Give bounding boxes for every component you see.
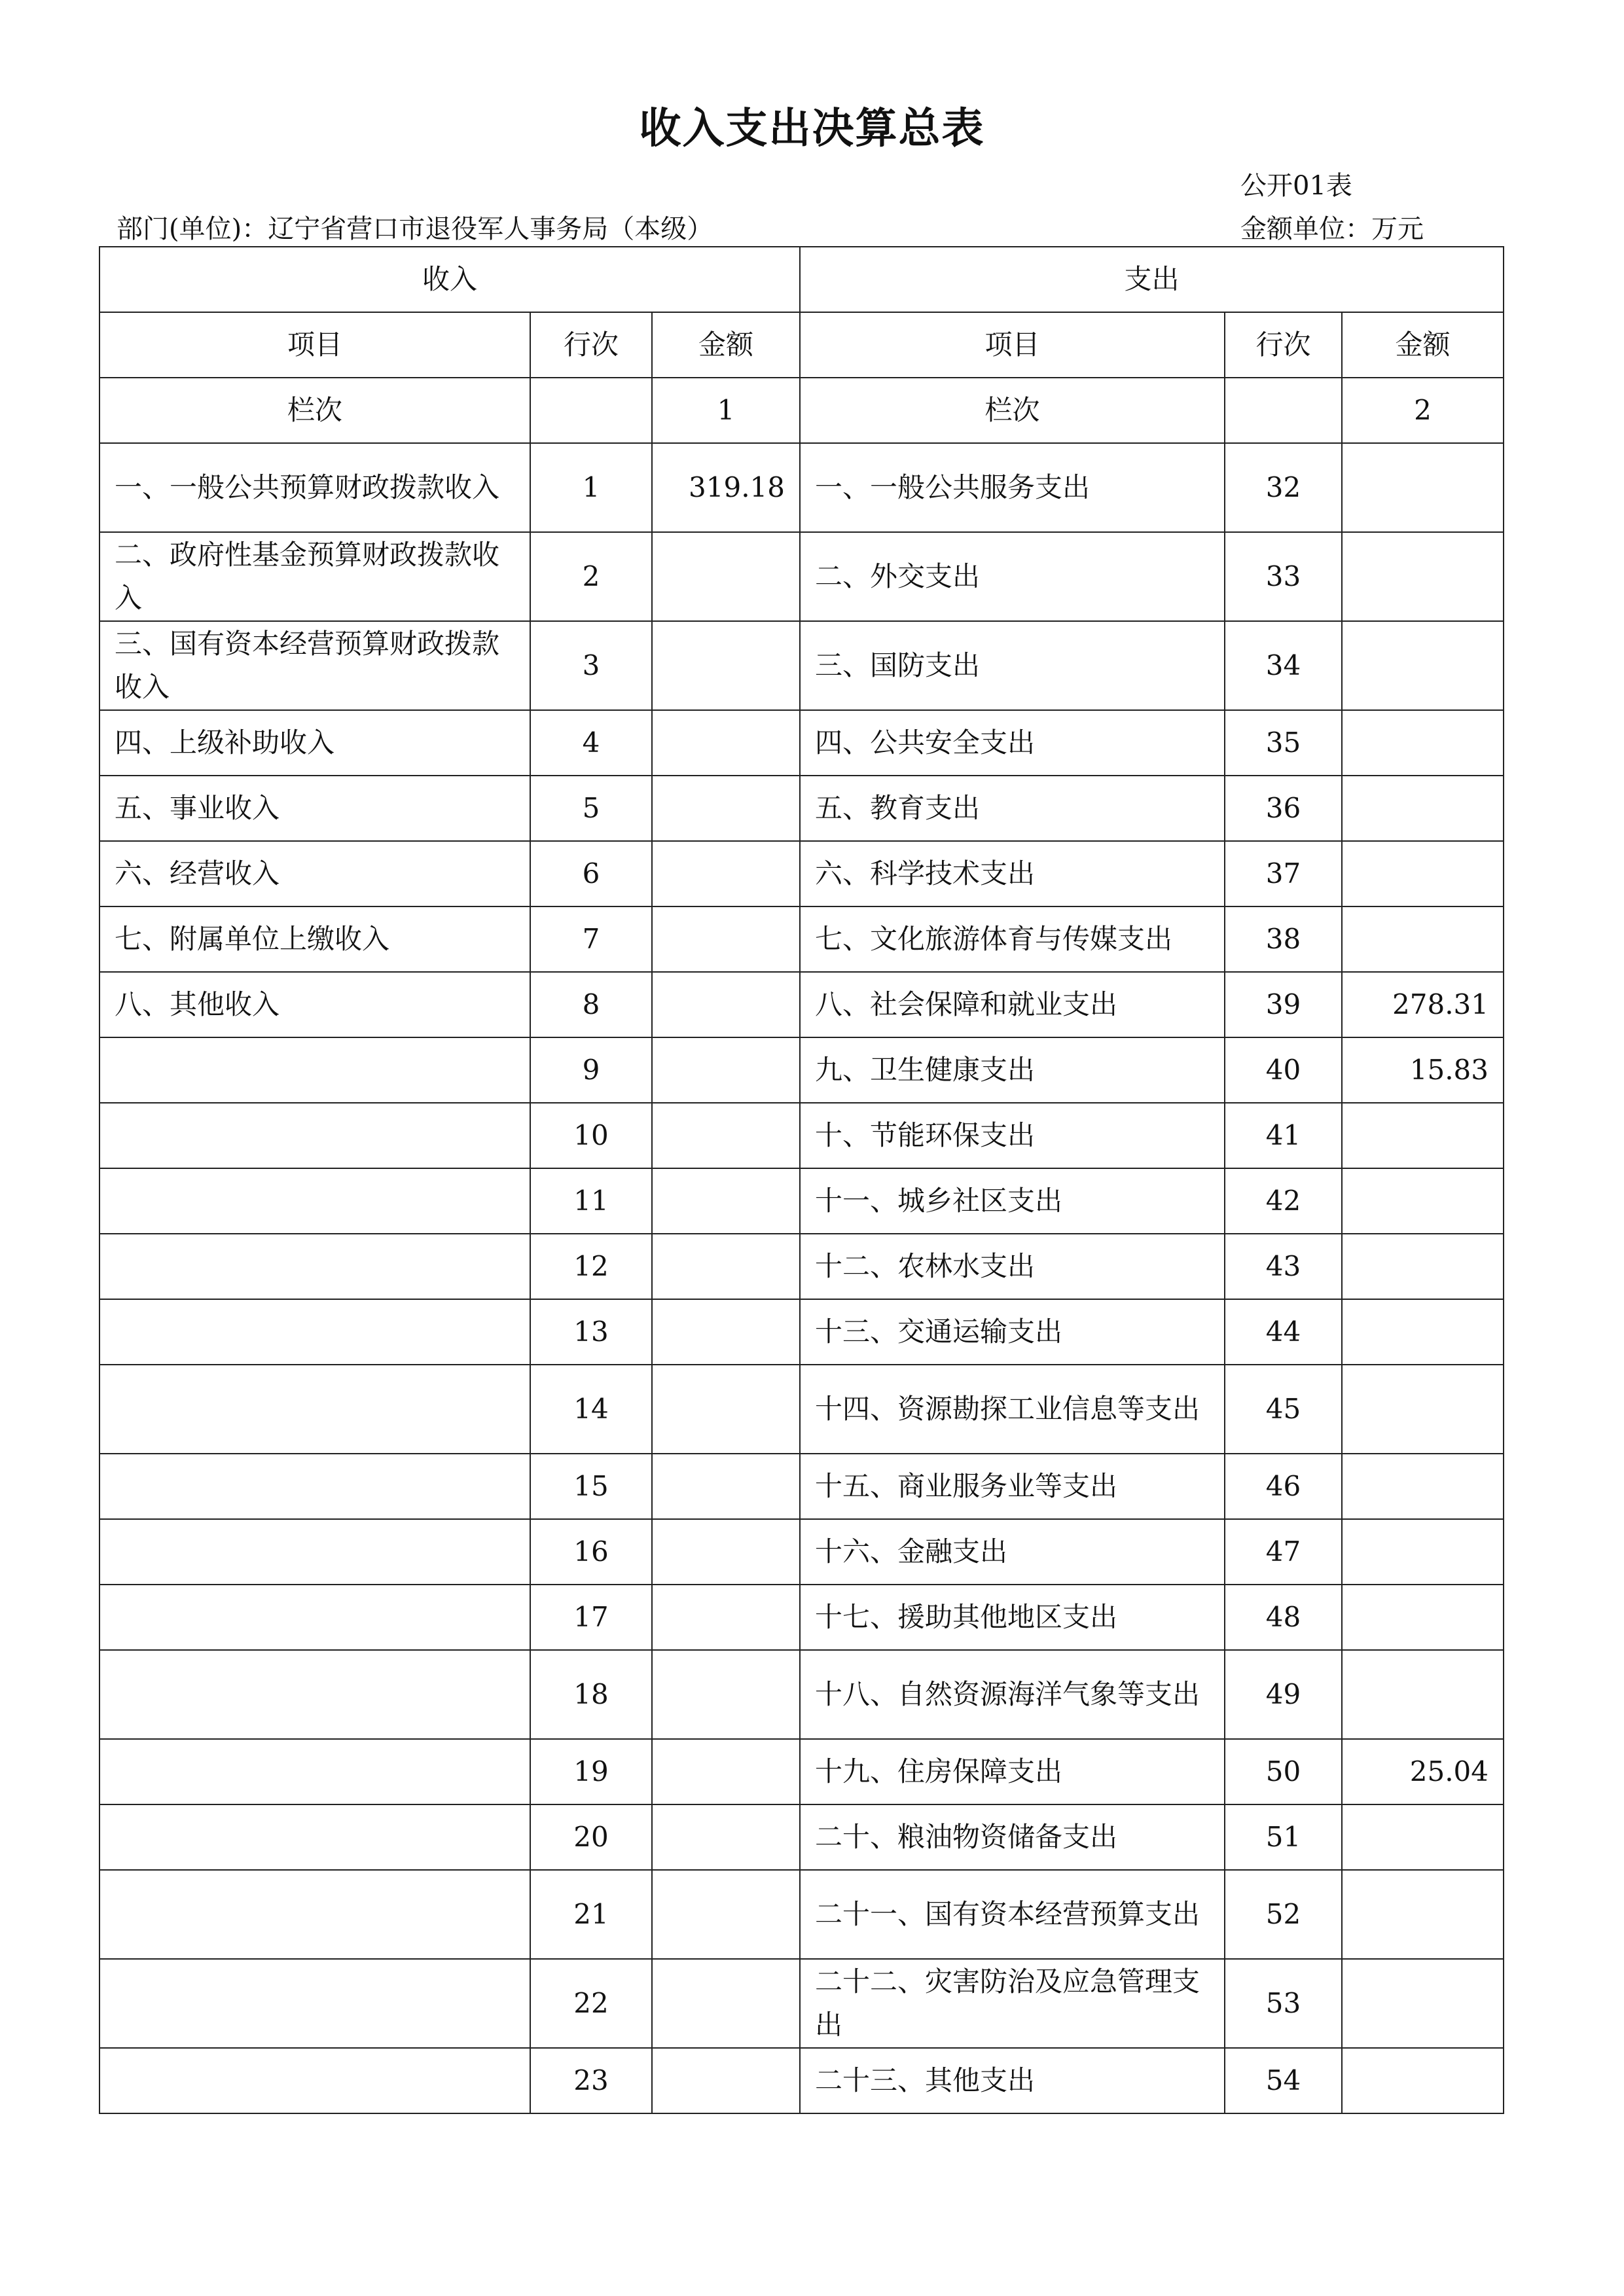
expense-amount-cell: 278.31	[1342, 972, 1504, 1037]
expense-amount-cell	[1342, 1804, 1504, 1870]
expense-line-cell: 32	[1225, 443, 1342, 532]
department-label: 部门(单位)：辽宁省营口市退役军人事务局（本级）	[117, 214, 713, 244]
income-line-cell: 1	[530, 443, 652, 532]
expense-line-cell: 37	[1225, 841, 1342, 906]
income-item-cell	[99, 1804, 530, 1870]
expense-line-cell: 39	[1225, 972, 1342, 1037]
income-amount-cell	[652, 2048, 800, 2113]
expense-line-cell: 50	[1225, 1739, 1342, 1804]
expense-item-cell: 二十三、其他支出	[800, 2048, 1225, 2113]
expense-line-cell: 51	[1225, 1804, 1342, 1870]
income-column-number: 1	[652, 378, 800, 443]
income-amount-cell	[652, 1959, 800, 2048]
table-row	[99, 841, 1504, 906]
income-amount-cell	[652, 1168, 800, 1234]
table-row	[99, 1234, 1504, 1299]
income-item-cell	[99, 1454, 530, 1519]
expense-amount-cell	[1342, 1365, 1504, 1454]
income-item-cell	[99, 1299, 530, 1365]
expense-line-cell: 54	[1225, 2048, 1342, 2113]
income-item-cell	[99, 1037, 530, 1103]
expense-line-cell: 46	[1225, 1454, 1342, 1519]
income-item-cell: 八、其他收入	[99, 972, 530, 1037]
form-code: 公开01表	[1240, 171, 1352, 201]
expense-amount-cell	[1342, 1870, 1504, 1959]
table-row	[99, 1739, 1504, 1804]
income-line-cell: 18	[530, 1650, 652, 1739]
table-row	[99, 1299, 1504, 1365]
income-amount-header: 金额	[652, 312, 800, 378]
income-line-cell: 22	[530, 1959, 652, 2048]
income-amount-cell: 319.18	[652, 443, 800, 532]
expense-item-cell: 十五、商业服务业等支出	[800, 1454, 1225, 1519]
expense-amount-cell	[1342, 1299, 1504, 1365]
expense-column-blank	[1225, 378, 1342, 443]
expense-line-cell: 35	[1225, 710, 1342, 776]
income-line-cell: 2	[530, 532, 652, 621]
income-amount-cell	[652, 532, 800, 621]
expense-item-cell: 三、国防支出	[800, 621, 1225, 710]
table-row	[99, 1959, 1504, 2048]
income-line-cell: 16	[530, 1519, 652, 1585]
income-section-header: 收入	[99, 247, 800, 312]
income-line-cell: 5	[530, 776, 652, 841]
income-item-cell	[99, 1168, 530, 1234]
expense-amount-cell: 15.83	[1342, 1037, 1504, 1103]
expense-line-cell: 52	[1225, 1870, 1342, 1959]
income-item-cell	[99, 1739, 530, 1804]
income-amount-cell	[652, 621, 800, 710]
expense-item-cell: 一、一般公共服务支出	[800, 443, 1225, 532]
expense-line-cell: 53	[1225, 1959, 1342, 2048]
expense-line-cell: 36	[1225, 776, 1342, 841]
expense-amount-cell	[1342, 1168, 1504, 1234]
income-line-cell: 10	[530, 1103, 652, 1168]
expense-amount-cell	[1342, 710, 1504, 776]
income-item-cell	[99, 1585, 530, 1650]
expense-amount-cell: 25.04	[1342, 1739, 1504, 1804]
table-row	[99, 1454, 1504, 1519]
income-amount-cell	[652, 1103, 800, 1168]
expense-amount-cell	[1342, 1585, 1504, 1650]
expense-item-cell: 十七、援助其他地区支出	[800, 1585, 1225, 1650]
amount-unit-label: 金额单位：万元	[1240, 214, 1424, 244]
income-amount-cell	[652, 1299, 800, 1365]
income-amount-cell	[652, 1870, 800, 1959]
income-line-cell: 3	[530, 621, 652, 710]
expense-line-cell: 48	[1225, 1585, 1342, 1650]
income-line-cell: 12	[530, 1234, 652, 1299]
table-row	[99, 621, 1504, 710]
expense-section-header: 支出	[800, 247, 1504, 312]
income-line-cell: 17	[530, 1585, 652, 1650]
income-amount-cell	[652, 710, 800, 776]
expense-line-header: 行次	[1225, 312, 1342, 378]
income-column-label: 栏次	[99, 378, 530, 443]
expense-amount-cell	[1342, 621, 1504, 710]
expense-amount-cell	[1342, 1103, 1504, 1168]
table-row	[99, 1168, 1504, 1234]
table-row	[99, 972, 1504, 1037]
expense-item-cell: 二、外交支出	[800, 532, 1225, 621]
expense-item-cell: 二十二、灾害防治及应急管理支出	[800, 1959, 1225, 2048]
expense-item-cell: 二十一、国有资本经营预算支出	[800, 1870, 1225, 1959]
expense-item-cell: 十六、金融支出	[800, 1519, 1225, 1585]
income-item-cell	[99, 1365, 530, 1454]
expense-amount-cell	[1342, 1234, 1504, 1299]
income-amount-cell	[652, 1650, 800, 1739]
income-line-cell: 11	[530, 1168, 652, 1234]
expense-line-cell: 33	[1225, 532, 1342, 621]
expense-item-cell: 十八、自然资源海洋气象等支出	[800, 1650, 1225, 1739]
expense-item-cell: 十九、住房保障支出	[800, 1739, 1225, 1804]
table-row	[99, 776, 1504, 841]
expense-line-cell: 47	[1225, 1519, 1342, 1585]
expense-amount-cell	[1342, 1519, 1504, 1585]
expense-amount-cell	[1342, 776, 1504, 841]
expense-amount-cell	[1342, 1454, 1504, 1519]
expense-column-number: 2	[1342, 378, 1504, 443]
page-title: 收入支出决算总表	[639, 105, 985, 153]
table-row	[99, 906, 1504, 972]
income-item-cell: 七、附属单位上缴收入	[99, 906, 530, 972]
income-item-cell	[99, 2048, 530, 2113]
table-row	[99, 532, 1504, 621]
column-number-row	[99, 378, 1504, 443]
expense-amount-cell	[1342, 2048, 1504, 2113]
income-amount-cell	[652, 972, 800, 1037]
expense-column-label: 栏次	[800, 378, 1225, 443]
expense-item-cell: 九、卫生健康支出	[800, 1037, 1225, 1103]
income-item-cell	[99, 1103, 530, 1168]
expense-amount-cell	[1342, 1959, 1504, 2048]
expense-item-cell: 十、节能环保支出	[800, 1103, 1225, 1168]
income-item-cell: 三、国有资本经营预算财政拨款收入	[99, 621, 530, 710]
table-row	[99, 710, 1504, 776]
income-item-cell: 一、一般公共预算财政拨款收入	[99, 443, 530, 532]
income-amount-cell	[652, 1037, 800, 1103]
income-amount-cell	[652, 1454, 800, 1519]
income-line-header: 行次	[530, 312, 652, 378]
expense-line-cell: 41	[1225, 1103, 1342, 1168]
table-row	[99, 1365, 1504, 1454]
income-line-cell: 21	[530, 1870, 652, 1959]
income-item-cell	[99, 1650, 530, 1739]
income-item-cell: 六、经营收入	[99, 841, 530, 906]
income-amount-cell	[652, 906, 800, 972]
expense-line-cell: 34	[1225, 621, 1342, 710]
income-line-cell: 13	[530, 1299, 652, 1365]
expense-item-cell: 十四、资源勘探工业信息等支出	[800, 1365, 1225, 1454]
table-row	[99, 1585, 1504, 1650]
table-row	[99, 1870, 1504, 1959]
income-amount-cell	[652, 776, 800, 841]
expense-line-cell: 45	[1225, 1365, 1342, 1454]
expense-line-cell: 38	[1225, 906, 1342, 972]
income-line-cell: 4	[530, 710, 652, 776]
income-line-cell: 20	[530, 1804, 652, 1870]
table-row	[99, 1650, 1504, 1739]
income-item-cell: 五、事业收入	[99, 776, 530, 841]
income-amount-cell	[652, 1739, 800, 1804]
income-amount-cell	[652, 1585, 800, 1650]
income-item-cell	[99, 1234, 530, 1299]
table-row	[99, 2048, 1504, 2113]
income-item-cell: 二、政府性基金预算财政拨款收入	[99, 532, 530, 621]
income-expense-table	[99, 246, 1504, 2114]
income-amount-cell	[652, 1365, 800, 1454]
income-line-cell: 9	[530, 1037, 652, 1103]
table-row	[99, 443, 1504, 532]
income-amount-cell	[652, 841, 800, 906]
expense-item-cell: 十二、农林水支出	[800, 1234, 1225, 1299]
section-header-row	[99, 247, 1504, 312]
income-item-header: 项目	[99, 312, 530, 378]
income-line-cell: 8	[530, 972, 652, 1037]
expense-item-cell: 二十、粮油物资储备支出	[800, 1804, 1225, 1870]
expense-amount-cell	[1342, 443, 1504, 532]
income-line-cell: 15	[530, 1454, 652, 1519]
income-item-cell: 四、上级补助收入	[99, 710, 530, 776]
income-line-cell: 7	[530, 906, 652, 972]
income-column-blank	[530, 378, 652, 443]
column-header-row	[99, 312, 1504, 378]
expense-amount-cell	[1342, 906, 1504, 972]
table-row	[99, 1037, 1504, 1103]
expense-item-cell: 七、文化旅游体育与传媒支出	[800, 906, 1225, 972]
expense-line-cell: 42	[1225, 1168, 1342, 1234]
expense-amount-cell	[1342, 532, 1504, 621]
income-amount-cell	[652, 1804, 800, 1870]
income-amount-cell	[652, 1519, 800, 1585]
expense-line-cell: 43	[1225, 1234, 1342, 1299]
income-line-cell: 6	[530, 841, 652, 906]
expense-item-cell: 十三、交通运输支出	[800, 1299, 1225, 1365]
expense-amount-header: 金额	[1342, 312, 1504, 378]
expense-item-cell: 六、科学技术支出	[800, 841, 1225, 906]
table-row	[99, 1519, 1504, 1585]
income-line-cell: 14	[530, 1365, 652, 1454]
expense-item-cell: 四、公共安全支出	[800, 710, 1225, 776]
expense-line-cell: 49	[1225, 1650, 1342, 1739]
income-line-cell: 23	[530, 2048, 652, 2113]
expense-item-cell: 八、社会保障和就业支出	[800, 972, 1225, 1037]
income-line-cell: 19	[530, 1739, 652, 1804]
expense-line-cell: 40	[1225, 1037, 1342, 1103]
table-row	[99, 1804, 1504, 1870]
expense-item-cell: 十一、城乡社区支出	[800, 1168, 1225, 1234]
expense-amount-cell	[1342, 1650, 1504, 1739]
expense-item-header: 项目	[800, 312, 1225, 378]
expense-line-cell: 44	[1225, 1299, 1342, 1365]
income-item-cell	[99, 1870, 530, 1959]
income-amount-cell	[652, 1234, 800, 1299]
table-row	[99, 1103, 1504, 1168]
expense-item-cell: 五、教育支出	[800, 776, 1225, 841]
income-item-cell	[99, 1519, 530, 1585]
expense-amount-cell	[1342, 841, 1504, 906]
income-item-cell	[99, 1959, 530, 2048]
